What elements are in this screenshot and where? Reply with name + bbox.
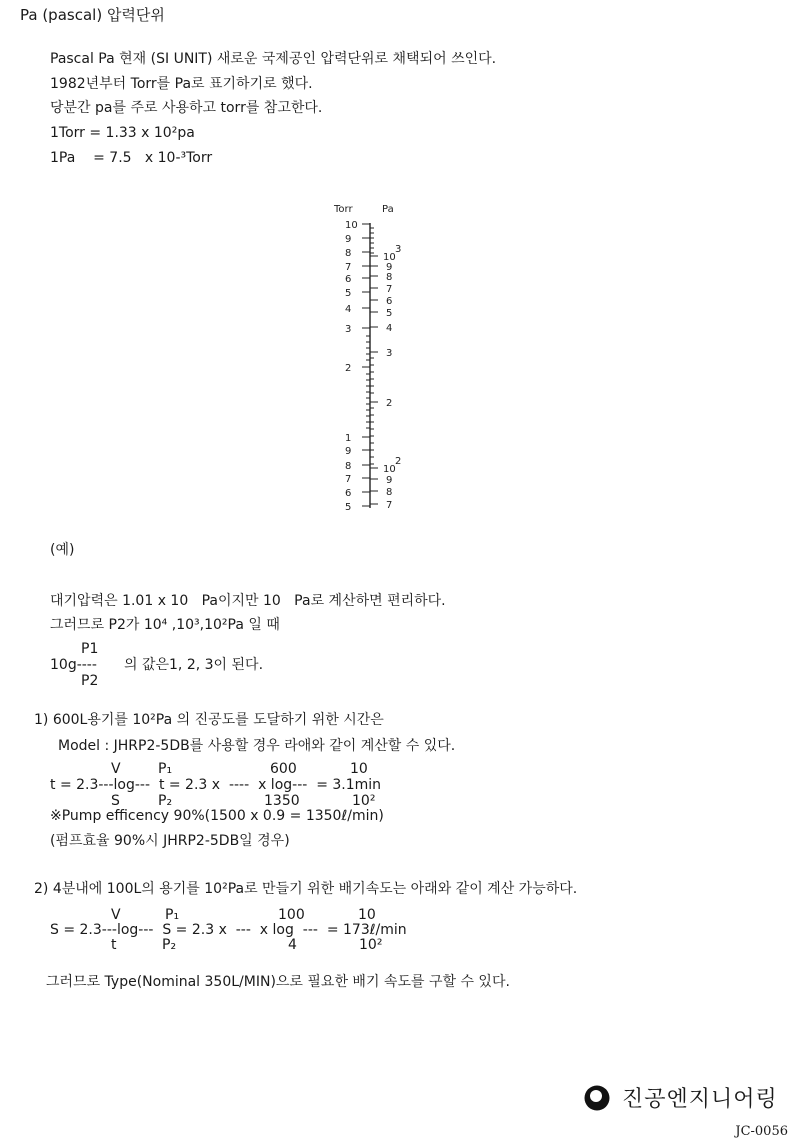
denominator-4: 4 <box>288 937 297 953</box>
denominator-1350: 1350 <box>264 793 300 809</box>
example-line: 대기압력은 1.01 x 10 Pa이지만 10 Pa로 계산하면 편리하다. <box>50 593 446 609</box>
torr-label: 8 <box>345 461 352 472</box>
problem-1-model: Model : JHRP2-5DB를 사용할 경우 라애와 같이 계산할 수 있다. <box>58 738 456 754</box>
numerator-100: 100 <box>278 907 305 923</box>
denominator-p2: P₂ <box>162 937 177 953</box>
torr-label: 4 <box>345 304 352 315</box>
pa-to-torr-formula: 1Pa = 7.5 x 10-³Torr <box>50 150 213 166</box>
numerator-v: V <box>111 907 121 923</box>
numerator-10: 10 <box>358 907 376 923</box>
log-fraction-denominator: P2 <box>81 673 99 689</box>
torr-label: 6 <box>345 274 352 285</box>
problem-2-heading: 2) 4분내에 100L의 용기를 10²Pa로 만들기 위한 배기속도는 아래와 같이 계산 가능하다. <box>34 881 578 897</box>
denominator-10-squared: 10² <box>359 937 383 953</box>
scale-ticks <box>362 224 378 506</box>
numerator-p1: P₁ <box>165 907 180 923</box>
torr-label: 3 <box>345 324 352 335</box>
time-equation: t = 2.3---log--- t = 2.3 x ---- x log--- = 3.1min <box>50 777 382 793</box>
pump-efficiency-note-2: (펌프효율 90%시 JHRP2-5DB일 경우) <box>50 833 290 849</box>
torr-label: 2 <box>345 363 352 374</box>
denominator-p2: P₂ <box>158 793 173 809</box>
torr-label: 9 <box>345 446 352 457</box>
numerator-10: 10 <box>350 761 368 777</box>
company-name: 진공엔지니어링 <box>622 1087 778 1112</box>
conclusion-text: 그러므로 Type(Nominal 350L/MIN)으로 필요한 배기 속도를 구할 수 있다. <box>46 974 510 990</box>
pa-label: 8 <box>386 272 393 283</box>
log-fraction-numerator: P1 <box>81 641 99 657</box>
pa-label: 7 <box>386 500 393 511</box>
pa-label: 7 <box>386 284 393 295</box>
torr-label: 9 <box>345 234 352 245</box>
numerator-v: V <box>111 761 121 777</box>
pa-label: 10 <box>383 252 396 263</box>
pa-header: Pa <box>382 204 394 215</box>
pa-label: 5 <box>386 308 393 319</box>
pump-efficiency-note: ※Pump efficency 90%(1500 x 0.9 = 1350ℓ/min) <box>50 808 384 824</box>
problem-1-heading: 1) 600L용기를 10²Pa 의 진공도를 도달하기 위한 시간은 <box>34 712 384 728</box>
pa-label-exponent: 2 <box>395 456 402 467</box>
pa-label-exponent: 3 <box>395 244 402 255</box>
torr-label: 5 <box>345 502 352 513</box>
pa-label: 3 <box>386 348 393 359</box>
torr-label: 5 <box>345 288 352 299</box>
pumping-speed-equation: S = 2.3---log--- S = 2.3 x --- x log --- = 173ℓ/min <box>50 922 407 938</box>
company-logo <box>584 1082 778 1113</box>
page-title: Pa (pascal) 압력단위 <box>20 6 165 24</box>
pa-label: 4 <box>386 323 393 334</box>
log-expression: 10g---- <box>50 657 102 673</box>
pa-label: 9 <box>386 262 393 273</box>
intro-line: Pascal Pa 현재 (SI UNIT) 새로운 국제공인 압력단위로 채택되어 쓰인다. <box>50 51 497 67</box>
intro-line: 당분간 pa를 주로 사용하고 torr를 참고한다. <box>50 100 323 116</box>
numerator-p1: P₁ <box>158 761 173 777</box>
torr-to-pa-formula: 1Torr = 1.33 x 10²pa <box>50 125 195 141</box>
company-logo-icon <box>584 1085 610 1111</box>
document-code: JC-0056 <box>735 1124 788 1139</box>
example-heading: (예) <box>50 542 75 558</box>
torr-label: 7 <box>345 474 352 485</box>
pa-label: 2 <box>386 398 393 409</box>
torr-label: 8 <box>345 248 352 259</box>
numerator-600: 600 <box>270 761 297 777</box>
intro-line: 1982년부터 Torr를 Pa로 표기하기로 했다. <box>50 76 313 92</box>
denominator-t: t <box>111 937 117 953</box>
pa-label: 10 <box>383 464 396 475</box>
example-line: 그러므로 P2가 10⁴ ,10³,10²Pa 일 때 <box>50 617 280 633</box>
torr-pa-conversion-scale <box>325 196 445 516</box>
denominator-10-squared: 10² <box>352 793 376 809</box>
pa-label: 6 <box>386 296 393 307</box>
pa-label: 9 <box>386 475 393 486</box>
torr-header: Torr <box>334 204 353 215</box>
torr-label: 6 <box>345 488 352 499</box>
denominator-s: S <box>111 793 120 809</box>
pa-label: 8 <box>386 487 393 498</box>
log-result-text: 의 값은1, 2, 3이 된다. <box>124 657 264 673</box>
torr-label: 1 <box>345 433 352 444</box>
torr-label: 10 <box>345 220 358 231</box>
torr-label: 7 <box>345 262 352 273</box>
